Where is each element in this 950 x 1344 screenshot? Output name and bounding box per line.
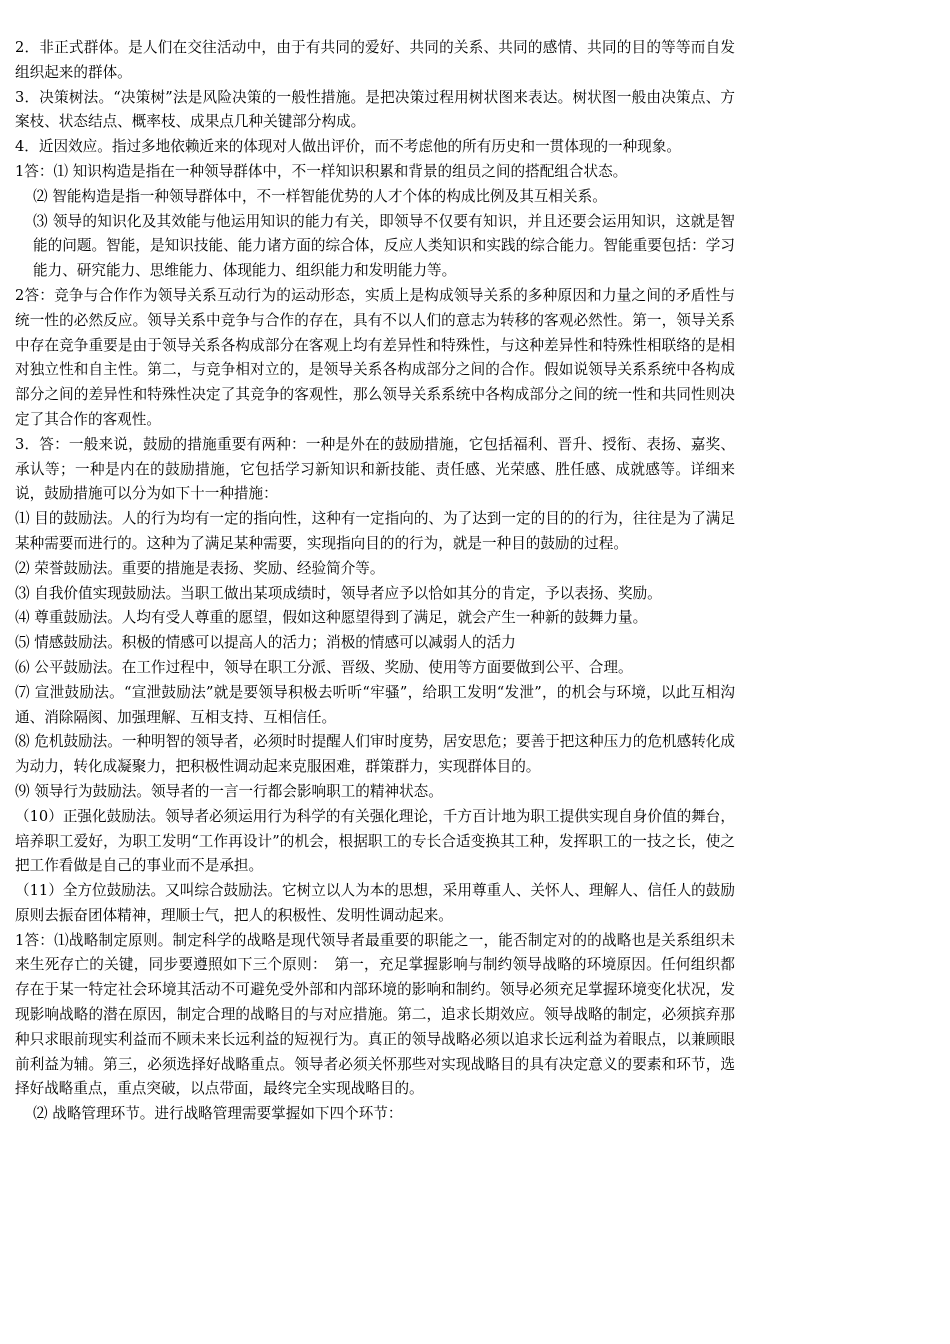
- paragraph: ⑸ 情感鼓励法。积极的情感可以提高人的活力；消极的情感可以减弱人的活力: [15, 634, 516, 652]
- paragraph: ⑷ 尊重鼓励法。人均有受人尊重的愿望，假如这种愿望得到了满足，就会产生一种新的鼓舞力量。: [15, 609, 648, 627]
- paragraph: 3．决策树法。“决策树”法是风险决策的一般性措施。是把决策过程用树状图来表达。树状图一般由决策点、方案枝、状态结点、概率枝、成果点几种关键部分构成。: [15, 88, 735, 131]
- paragraph: 1答：⑴ 知识构造是指在一种领导群体中，不一样知识积累和背景的组员之间的搭配组合状态。: [15, 162, 628, 180]
- paragraph: ⑶ 自我价值实现鼓励法。当职工做出某项成绩时，领导者应予以恰如其分的肯定，予以表扬、奖励。: [15, 584, 662, 602]
- paragraph: ⑶ 领导的知识化及其效能与他运用知识的能力有关，即领导不仅要有知识，并且还要会运用知识，这就是智能的问题。智能，是知识技能、能力诸方面的综合体，反应人类知识和实践的综合能力。智能重要包括：学习能力、研究能力、思维能力、体现能力、组织能力和发明能力等。: [33, 212, 735, 280]
- paragraph: 4．近因效应。指过多地依赖近来的体现对人做出评价，而不考虑他的所有历史和一贯体现的一种现象。: [15, 138, 682, 156]
- document-page: [15, 36, 735, 1127]
- paragraph: ⑵ 智能构造是指一种领导群体中，不一样智能优势的人才个体的构成比例及其互相关系。: [33, 187, 607, 205]
- paragraph: ⑺ 宣泄鼓励法。“宣泄鼓励法”就是要领导积极去听听“牢骚”，给职工发明“发泄”，的机会与环境，以此互相沟通、消除隔阂、加强理解、互相支持、互相信任。: [15, 683, 735, 726]
- paragraph: ⑼ 领导行为鼓励法。领导者的一言一行都会影响职工的精神状态。: [15, 782, 443, 800]
- paragraph: ⑹ 公平鼓励法。在工作过程中，领导在职工分派、晋级、奖励、使用等方面要做到公平、合理。: [15, 658, 633, 676]
- paragraph: 2．非正式群体。是人们在交往活动中，由于有共同的爱好、共同的关系、共同的感情、共同的目的等等而自发组织起来的群体。: [15, 39, 735, 81]
- paragraph: （11）全方位鼓励法。又叫综合鼓励法。它树立以人为本的思想，采用尊重人、关怀人、理解人、信任人的鼓励原则去振奋团体精神，理顺士气，把人的积极性、发明性调动起来。: [15, 882, 735, 924]
- paragraph: ⑵ 战略管理环节。进行战略管理需要掌握如下四个环节：: [33, 1105, 403, 1123]
- paragraph: 2答：竞争与合作作为领导关系互动行为的运动形态，实质上是构成领导关系的多种原因和力量之间的矛盾性与统一性的必然反应。领导关系中竞争与合作的存在，具有不以人们的意志为转移的客观必然性。第一，领导关系中存在竞争重要是由于领导关系各构成部分在客观上均有差异性和特殊性，与这种差异性和特殊性相联络的是相对独立性和自主性。第二，与竞争相对立的，是领导关系各构成部分之间的合作。假如说领导关系系统中各构成部分之间的差异性和特殊性决定了其竞争的客观性，那么领导关系系统中各构成部分之间的统一性和共同性则决定了其合作的客观性。: [15, 286, 735, 428]
- paragraph: 3．答：一般来说，鼓励的措施重要有两种：一种是外在的鼓励措施，它包括福利、晋升、授衔、表扬、嘉奖、承认等；一种是内在的鼓励措施，它包括学习新知识和新技能、责任感、光荣感、胜任感、成就感等。详细来说，鼓励措施可以分为如下十一种措施：: [15, 435, 735, 503]
- paragraph: 1答：⑴战略制定原则。制定科学的战略是现代领导者最重要的职能之一，能否制定对的的战略也是关系组织未来生死存亡的关键，同步要遵照如下三个原则： 第一，充足掌握影响与制约领导战略的环境原因。任何组织都存在于某一特定社会环境其活动不可避免受外部和内部环境的影响和制约。领导必须充足掌握环境变化状况，发现影响战略的潜在原因，制定合理的战略目的与对应措施。第二，追求长期效应。领导战略的制定，必须摈弃那种只求眼前现实利益而不顾未来长远利益的短视行为。真正的领导战略必须以追求长远利益为着眼点，以兼顾眼前利益为辅。第三，必须选择好战略重点。领导者必须关怀那些对实现战略目的具有决定意义的要素和环节，选择好战略重点，重点突破，以点带面，最终完全实现战略目的。: [15, 931, 735, 1098]
- paragraph: （10）正强化鼓励法。领导者必须运用行为科学的有关强化理论，千方百计地为职工提供实现自身价值的舞台，培养职工爱好，为职工发明“工作再设计”的机会，根据职工的专长合适变换其工种，发挥职工的一技之长，使之把工作看做是自己的事业而不是承担。: [15, 807, 735, 875]
- paragraph: ⑴ 目的鼓励法。人的行为均有一定的指向性，这种有一定指向的、为了达到一定的目的的行为，往往是为了满足某种需要而进行的。这种为了满足某种需要，实现指向目的的行为，就是一种目的鼓励的过程。: [15, 510, 735, 552]
- paragraph: ⑵ 荣誉鼓励法。重要的措施是表扬、奖励、经验简介等。: [15, 559, 385, 577]
- paragraph: ⑻ 危机鼓励法。一种明智的领导者，必须时时提醒人们审时度势，居安思危；要善于把这种压力的危机感转化成为动力，转化成凝聚力，把积极性调动起来克服困难，群策群力，实现群体目的。: [15, 733, 735, 776]
